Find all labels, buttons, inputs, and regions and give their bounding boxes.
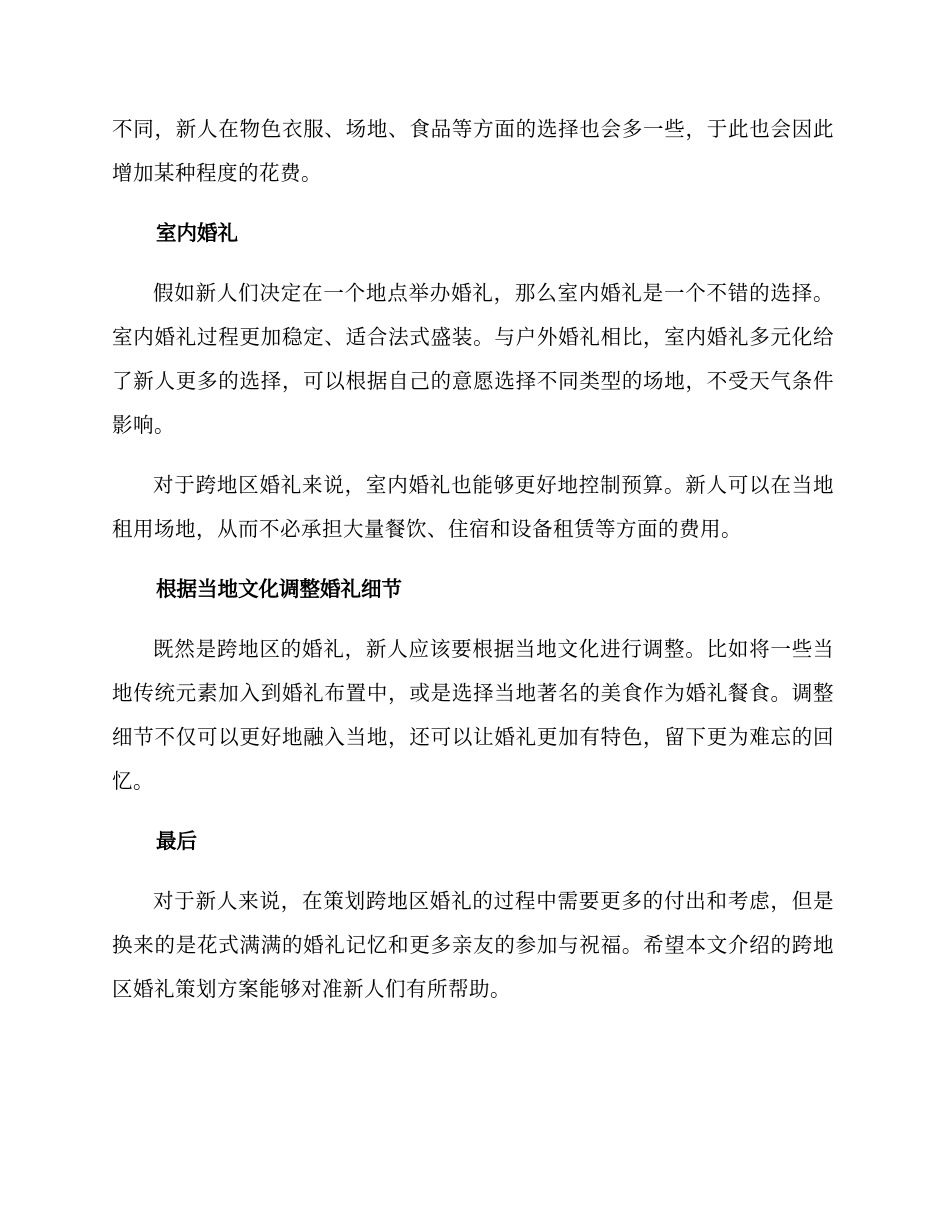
paragraph-indoor-wedding-choice: 假如新人们决定在一个地点举办婚礼，那么室内婚礼是一个不错的选择。室内婚礼过程更加稳定、适合法式盛装。与户外婚礼相比，室内婚礼多元化给了新人更多的选择，可以根据自己的意愿选择不同类型的场地，不受天气条件影响。 [112,281,834,437]
heading-indoor-wedding: 室内婚礼 [156,221,238,245]
paragraph-conclusion: 对于新人来说，在策划跨地区婚礼的过程中需要更多的付出和考虑，但是换来的是花式满满的婚礼记忆和更多亲友的参加与祝福。希望本文介绍的跨地区婚礼策划方案能够对准新人们有所帮助。 [112,889,834,1001]
paragraph-continued: 不同，新人在物色衣服、场地、食品等方面的选择也会多一些，于此也会因此增加某种程度的花费。 [112,117,834,185]
paragraph-indoor-wedding-budget: 对于跨地区婚礼来说，室内婚礼也能够更好地控制预算。新人可以在当地租用场地，从而不必承担大量餐饮、住宿和设备租赁等方面的费用。 [112,473,834,541]
paragraph-local-culture: 既然是跨地区的婚礼，新人应该要根据当地文化进行调整。比如将一些当地传统元素加入到婚礼布置中，或是选择当地著名的美食作为婚礼餐食。调整细节不仅可以更好地融入当地，还可以让婚礼更加有特色，留下更为难忘的回忆。 [112,637,834,793]
heading-conclusion: 最后 [156,829,197,853]
document-body [112,107,834,1027]
heading-local-culture: 根据当地文化调整婚礼细节 [156,577,402,601]
